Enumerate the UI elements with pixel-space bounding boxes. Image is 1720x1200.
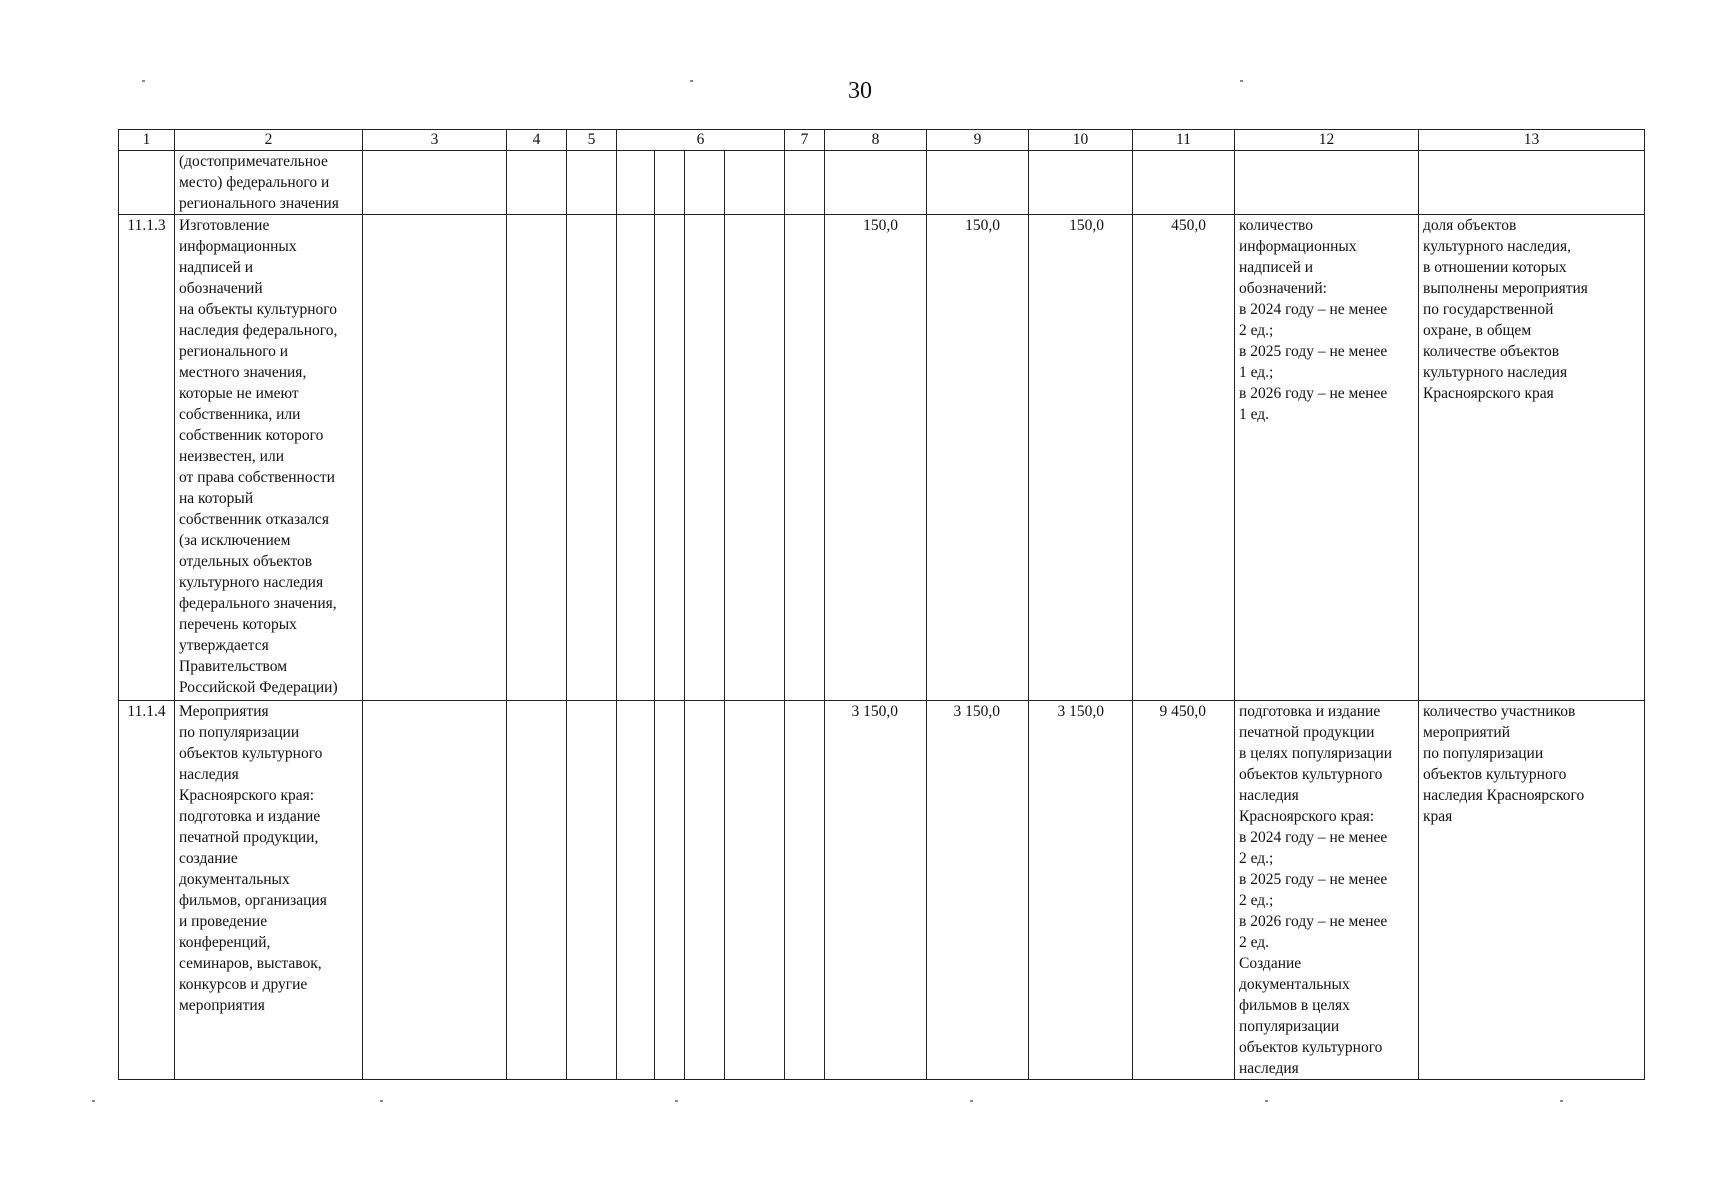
cell-empty: [725, 151, 785, 215]
program-table: [118, 129, 1645, 1080]
scan-speck: [92, 1100, 95, 1102]
scan-speck: [690, 80, 693, 82]
scan-speck: [142, 80, 145, 82]
col-header-4: 4: [507, 130, 567, 151]
amount-2024: 3 150,0: [825, 701, 927, 1080]
cell-empty: [685, 701, 725, 1080]
expected-result: подготовка и издание печатной продукции в целях популяризации объектов культурного наследия Красноярского края: в 2024 году – не менее 2 ед.; в 2025 году – не менее 2 ед.; в 2026 году – не менее 2 ед. Создание документальных фильмов в целях популяризации объектов культурного наследия: [1235, 701, 1419, 1080]
cell-empty: [655, 151, 685, 215]
cell-empty: [617, 151, 655, 215]
table-row: [119, 701, 1645, 1080]
page-number: 30: [848, 78, 872, 104]
col-header-5: 5: [567, 130, 617, 151]
row-number: 11.1.4: [119, 701, 175, 1080]
cell-empty: [685, 151, 725, 215]
amount-2026: 3 150,0: [1029, 701, 1133, 1080]
col-header-1: 1: [119, 130, 175, 151]
header-row: [119, 130, 1645, 151]
measure-name: (достопримечательное место) федерального и регионального значения: [175, 151, 363, 215]
scan-speck: [1240, 80, 1243, 82]
scan-speck: [1265, 1100, 1268, 1102]
row-number: [119, 151, 175, 215]
col-header-7: 7: [785, 130, 825, 151]
col-header-9: 9: [927, 130, 1029, 151]
amount-total: [1133, 151, 1235, 215]
cell-empty: [785, 701, 825, 1080]
cell-empty: [363, 215, 507, 701]
amount-total: 9 450,0: [1133, 701, 1235, 1080]
col-header-10: 10: [1029, 130, 1133, 151]
cell-empty: [725, 701, 785, 1080]
col-header-11: 11: [1133, 130, 1235, 151]
scan-speck: [380, 1100, 383, 1102]
cell-empty: [655, 215, 685, 701]
scan-speck: [675, 1100, 678, 1102]
amount-2026: 150,0: [1029, 215, 1133, 701]
expected-result: количество информационных надписей и обозначений: в 2024 году – не менее 2 ед.; в 2025 году – не менее 1 ед.; в 2026 году – не менее 1 ед.: [1235, 215, 1419, 701]
cell-empty: [507, 151, 567, 215]
amount-2024: [825, 151, 927, 215]
expected-result: [1235, 151, 1419, 215]
amount-2025: 3 150,0: [927, 701, 1029, 1080]
cell-empty: [785, 151, 825, 215]
table-row: [119, 215, 1645, 701]
scan-speck: [1560, 1100, 1563, 1102]
measure-name: Мероприятия по популяризации объектов культурного наследия Красноярского края: подготовка и издание печатной продукции, создание документальных фильмов, организация и проведение конференций, семинаров, выставок, конкурсов и другие мероприятия: [175, 701, 363, 1080]
cell-empty: [617, 701, 655, 1080]
cell-empty: [363, 151, 507, 215]
target-indicator: количество участников мероприятий по популяризации объектов культурного наследия Красноярского края: [1419, 701, 1645, 1080]
cell-empty: [363, 701, 507, 1080]
amount-2026: [1029, 151, 1133, 215]
cell-empty: [567, 151, 617, 215]
col-header-6: 6: [617, 130, 785, 151]
amount-2025: [927, 151, 1029, 215]
target-indicator: [1419, 151, 1645, 215]
measure-name: Изготовление информационных надписей и обозначений на объекты культурного наследия федерального, регионального и местного значения, которые не имеют собственника, или собственник которого неизвестен, или от права собственности на который собственник отказался (за исключением отдельных объектов культурного наследия федерального значения, перечень которых утверждается Правительством Российской Федерации): [175, 215, 363, 701]
cell-empty: [567, 701, 617, 1080]
cell-empty: [785, 215, 825, 701]
col-header-12: 12: [1235, 130, 1419, 151]
row-number: 11.1.3: [119, 215, 175, 701]
cell-empty: [655, 701, 685, 1080]
col-header-3: 3: [363, 130, 507, 151]
col-header-8: 8: [825, 130, 927, 151]
scan-speck: [970, 1100, 973, 1102]
cell-empty: [567, 215, 617, 701]
cell-empty: [507, 701, 567, 1080]
col-header-2: 2: [175, 130, 363, 151]
cell-empty: [507, 215, 567, 701]
col-header-13: 13: [1419, 130, 1645, 151]
amount-2025: 150,0: [927, 215, 1029, 701]
amount-2024: 150,0: [825, 215, 927, 701]
table-row: [119, 151, 1645, 215]
cell-empty: [685, 215, 725, 701]
amount-total: 450,0: [1133, 215, 1235, 701]
target-indicator: доля объектов культурного наследия, в отношении которых выполнены мероприятия по государственной охране, в общем количестве объектов культурного наследия Красноярского края: [1419, 215, 1645, 701]
cell-empty: [725, 215, 785, 701]
cell-empty: [617, 215, 655, 701]
